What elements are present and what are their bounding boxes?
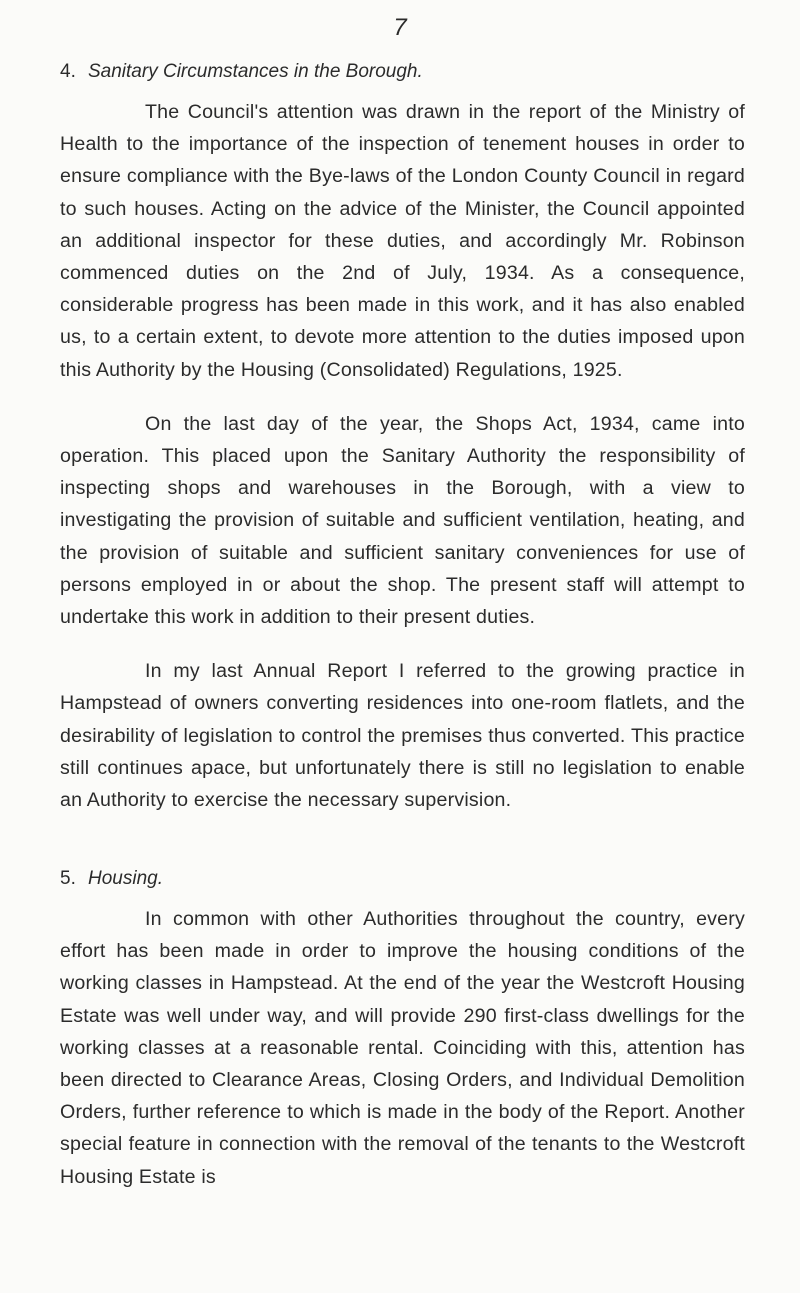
section-sanitary-circumstances	[60, 58, 745, 816]
section-housing	[60, 865, 745, 1193]
section-heading	[60, 865, 745, 893]
section-heading	[60, 58, 745, 86]
page-number: 7	[393, 14, 407, 41]
paragraph: In common with other Authorities throughout the country, every effort has been made in order to improve the housing conditions of the working classes in Hampstead. At the end of the year the Westcroft Housing Estate was well under way, and will provide 290 first-class dwellings for the working classes at a reasonable rental. Coinciding with this, attention has been directed to Clearance Areas, Closing Orders, and Individual Demolition Orders, further reference to which is made in the body of the Report. Another special feature in connection with the removal of the tenants to the Westcroft Housing Estate is	[60, 908, 745, 1188]
section-title: Sanitary Circumstances in the Borough.	[88, 61, 423, 82]
section-number: 5.	[60, 868, 76, 889]
paragraph: The Council's attention was drawn in the report of the Ministry of Health to the importance of the inspection of tenement houses in order to ensure compliance with the Bye-laws of the London County Council in regard to such houses. Acting on the advice of the Minister, the Council appointed an additional inspector for these duties, and accordingly Mr. Robinson commenced duties on the 2nd of July, 1934. As a consequence, considerable progress has been made in this work, and it has also enabled us, to a certain extent, to devote more attention to the duties imposed upon this Authority by the Housing (Consolidated) Regulations, 1925.	[60, 101, 745, 381]
section-number: 4.	[60, 61, 76, 82]
section-title: Housing.	[88, 868, 163, 889]
paragraph: In my last Annual Report I referred to the growing practice in Hampstead of owners converting residences into one-room flatlets, and the desirability of legislation to control the premises thus converted. This practice still continues apace, but unfortunately there is still no legislation to enable an Authority to exercise the necessary supervision.	[60, 660, 745, 812]
paragraph: On the last day of the year, the Shops Act, 1934, came into operation. This placed upon the Sanitary Authority the responsibility of inspecting shops and warehouses in the Borough, with a view to investigating the provision of suitable and sufficient ventilation, heating, and the provision of suitable and sufficient sanitary conveniences for use of persons employed in or about the shop. The present staff will attempt to undertake this work in addition to their present duties.	[60, 412, 745, 629]
